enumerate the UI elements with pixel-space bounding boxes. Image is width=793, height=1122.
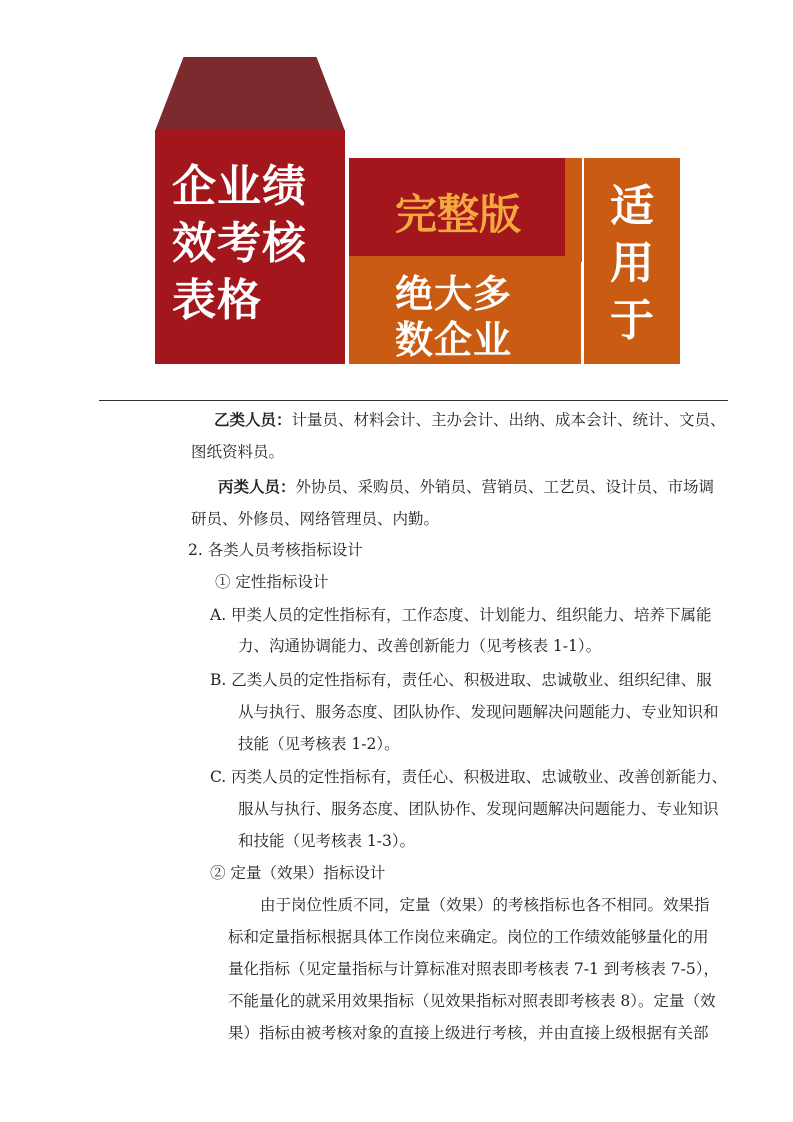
section-heading-2: 2. 各类人员考核指标设计 [188, 541, 363, 559]
banner-apply-char: 适 [610, 181, 654, 232]
paragraph-quant-cont: 不能量化的就采用效果指标（见效果指标对照表即考核表 8）。定量（效 [228, 992, 716, 1010]
subsection-heading-1: ① 定性指标设计 [215, 573, 329, 591]
list-item-a: A. 甲类人员的定性指标有，工作态度、计划能力、组织能力、培养下属能 [210, 606, 712, 624]
banner-version-label: 完整版 [394, 190, 521, 239]
paragraph-quant-cont: 量化指标（见定量指标与计算标准对照表即考核表 7-1 到考核表 7-5）， [228, 960, 719, 978]
banner-audience-line: 绝大多 [395, 272, 513, 316]
class-c-text-cont: 研员、外修员、网络管理员、内勤。 [191, 510, 440, 528]
banner-audience-line: 数企业 [395, 318, 513, 362]
list-item-c-cont: 服从与执行、服务态度、团队协作、发现问题解决问题能力、专业知识 [238, 800, 719, 818]
banner-title-line: 企业绩 [172, 161, 307, 212]
subsection-heading-2: ② 定量（效果）指标设计 [210, 864, 386, 882]
list-item-b-cont: 从与执行、服务态度、团队协作、发现问题解决问题能力、专业知识和 [238, 703, 719, 721]
banner-apply [584, 178, 680, 349]
list-item-b: B. 乙类人员的定性指标有，责任心、积极进取、忠诚敬业、组织纪律、服 [210, 671, 712, 689]
banner-audience [395, 271, 565, 363]
banner-divider-bar [565, 158, 582, 262]
banner-apply-char: 于 [610, 295, 654, 346]
list-item-b-cont: 技能（见考核表 1-2）。 [238, 735, 400, 753]
banner-title-line: 表格 [172, 275, 262, 326]
paragraph-quant-cont: 标和定量指标根据具体工作岗位来确定。岗位的工作绩效能够量化的用 [228, 928, 709, 946]
list-item-a-cont: 力、沟通协调能力、改善创新能力（见考核表 1-1）。 [238, 637, 602, 655]
banner-title-line: 效考核 [172, 218, 307, 269]
paragraph-class-c [218, 477, 714, 497]
class-c-text: 外协员、采购员、外销员、营销员、工艺员、设计员、市场调 [295, 478, 715, 496]
banner-divider-bar [349, 256, 581, 264]
banner-roof-shape [155, 57, 345, 131]
paragraph-class-b [214, 410, 726, 430]
banner-apply-char: 用 [610, 238, 654, 289]
paragraph-quant: 由于岗位性质不同，定量（效果）的考核指标也各不相同。效果指 [260, 896, 710, 914]
class-b-text: 计量员、材料会计、主办会计、出纳、成本会计、统计、文员、 [291, 411, 726, 429]
class-b-text-cont: 图纸资料员。 [191, 443, 285, 461]
list-item-c-cont: 和技能（见考核表 1-3）。 [238, 832, 416, 850]
cover-banner [0, 0, 793, 380]
list-item-c: C. 丙类人员的定性指标有，责任心、积极进取、忠诚敬业、改善创新能力、 [210, 768, 728, 786]
class-b-label: 乙类人员： [214, 410, 292, 429]
banner-title [172, 158, 332, 329]
header-rule [99, 400, 728, 401]
paragraph-quant-cont: 果）指标由被考核对象的直接上级进行考核，并由直接上级根据有关部 [228, 1024, 709, 1042]
class-c-label: 丙类人员： [218, 477, 296, 496]
